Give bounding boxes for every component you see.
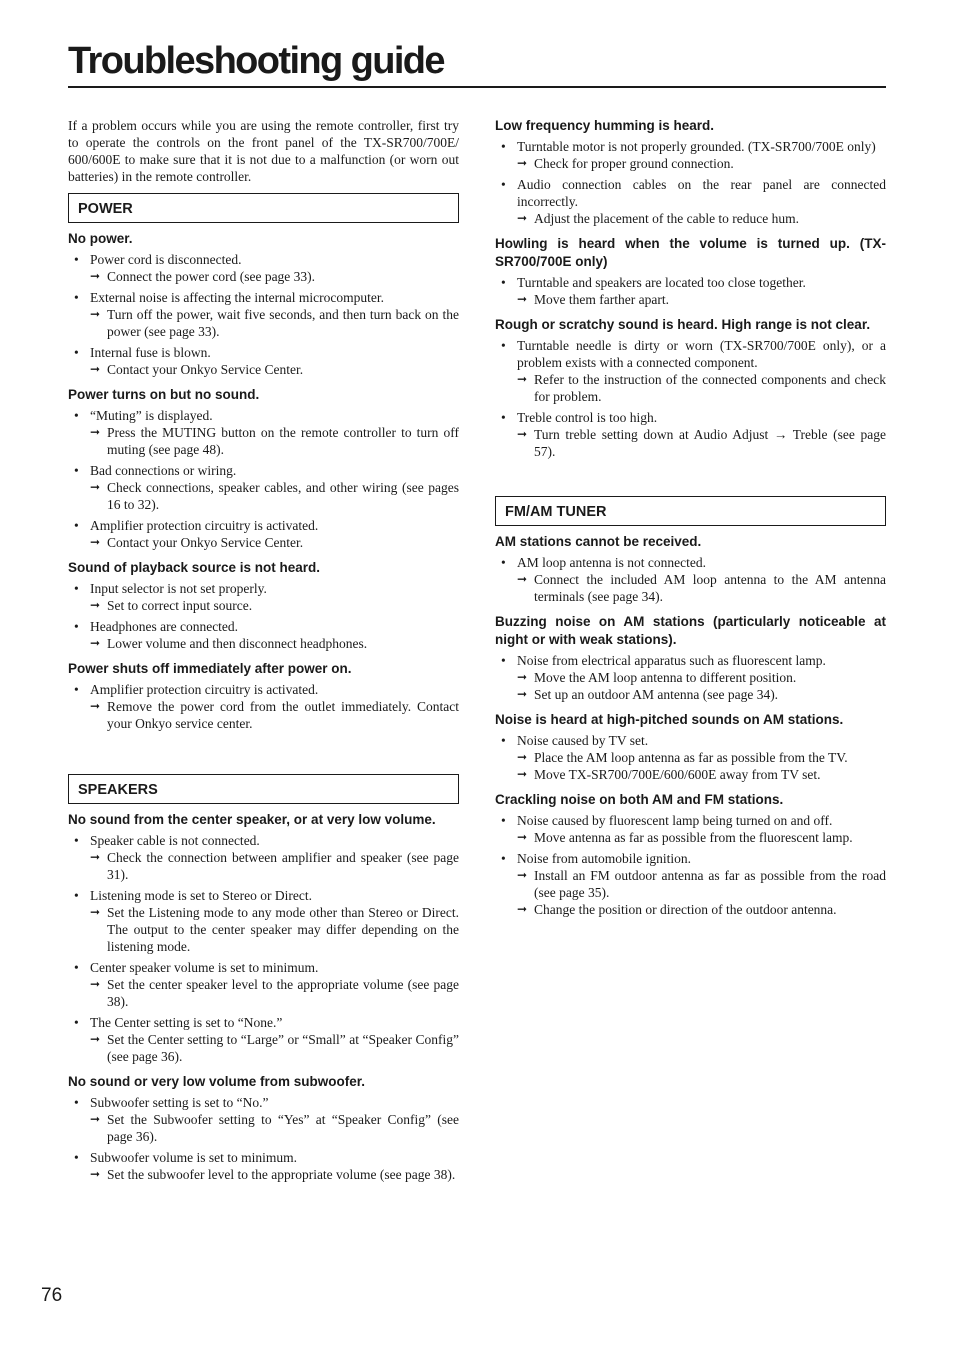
list-item [68, 517, 459, 551]
bullet-icon: • [501, 139, 506, 154]
remedy [90, 1111, 459, 1145]
list-item [68, 251, 459, 285]
remedy-text: Refer to the instruction of the connected components and check for problem. [534, 372, 886, 404]
bullet-icon: • [501, 177, 506, 192]
problem-title: Rough or scratchy sound is heard. High range is not clear. [495, 317, 871, 332]
section-speakers [68, 811, 459, 1183]
cause-list [495, 554, 886, 605]
remedy [517, 766, 886, 783]
remedy [517, 291, 886, 308]
list-item [495, 274, 886, 308]
cause-text: Speaker cable is not connected. [90, 833, 260, 848]
problem-title: Buzzing noise on AM stations (particularly noticeable at night or with weak stations). [495, 614, 886, 647]
arrow-right-icon: ➞ [90, 1167, 101, 1181]
remedy [90, 534, 459, 551]
remedy-text: Check for proper ground connection. [534, 156, 734, 171]
remedy [517, 426, 886, 460]
arrow-right-icon: ➞ [90, 977, 101, 991]
bullet-icon: • [74, 1150, 79, 1165]
list-item [68, 618, 459, 652]
bullet-icon: • [501, 733, 506, 748]
cause-list [495, 812, 886, 918]
problem-title: No sound from the center speaker, or at very low volume. [68, 812, 436, 827]
bullet-icon: • [74, 1095, 79, 1110]
remedy-text: Set up an outdoor AM antenna (see page 34). [534, 687, 779, 702]
remedy [90, 306, 459, 340]
arrow-right-icon: ➞ [517, 902, 528, 916]
bullet-icon: • [74, 619, 79, 634]
bullet-icon: • [501, 410, 506, 425]
arrow-right-icon: ➞ [90, 362, 101, 376]
section-heading-power: POWER [68, 193, 459, 223]
remedy-text: Check the connection between amplifier and speaker (see page 31). [107, 850, 459, 882]
page-title: Troubleshooting guide [68, 38, 886, 88]
arrow-right-icon: ➞ [517, 830, 528, 844]
bullet-icon: • [501, 338, 506, 353]
cause-list [68, 580, 459, 652]
arrow-right-icon: ➞ [517, 156, 528, 170]
remedy [517, 867, 886, 901]
remedy-text: Press the MUTING button on the remote controller to turn off muting (see page 48). [107, 425, 459, 457]
remedy-text: Move the AM loop antenna to different position. [534, 670, 797, 685]
problem-title: Low frequency humming is heard. [495, 118, 715, 133]
arrow-right-icon: ➞ [90, 480, 101, 494]
section-power [68, 230, 459, 732]
cause-text: The Center setting is set to “None.” [90, 1015, 283, 1030]
remedy [517, 371, 886, 405]
cause-text: Amplifier protection circuitry is activated. [90, 682, 319, 697]
problem-title: Noise is heard at high-pitched sounds on AM stations. [495, 712, 844, 727]
list-item [68, 887, 459, 955]
remedy [90, 1031, 459, 1065]
cause-list [495, 138, 886, 227]
right-column [495, 117, 886, 926]
remedy [517, 155, 886, 172]
list-item [495, 138, 886, 172]
remedy [90, 268, 459, 285]
page-number: 76 [41, 1285, 63, 1306]
cause-list [495, 732, 886, 783]
arrow-right-icon: ➞ [517, 670, 528, 684]
remedy [90, 424, 459, 458]
list-item [68, 1014, 459, 1065]
remedy [517, 901, 886, 918]
cause-text: Turntable motor is not properly grounded. (TX-SR700/700E only) [517, 139, 876, 154]
remedy [90, 479, 459, 513]
bullet-icon: • [74, 682, 79, 697]
cause-text: Noise from automobile ignition. [517, 851, 691, 866]
remedy-text: Set the Subwoofer setting to “Yes” at “Speaker Config” (see page 36). [107, 1112, 459, 1144]
cause-text: “Muting” is displayed. [90, 408, 213, 423]
cause-text: Noise from electrical apparatus such as fluorescent lamp. [517, 653, 826, 668]
remedy-text: Lower volume and then disconnect headphones. [107, 636, 368, 651]
remedy [517, 571, 886, 605]
bullet-icon: • [501, 813, 506, 828]
remedy-text: Connect the included AM loop antenna to the AM antenna terminals (see page 34). [534, 572, 886, 604]
left-column [68, 117, 459, 1191]
arrow-right-icon: ➞ [90, 699, 101, 713]
bullet-icon: • [74, 960, 79, 975]
problem-title: No power. [68, 231, 133, 246]
remedy [90, 635, 459, 652]
bullet-icon: • [501, 555, 506, 570]
remedy [90, 904, 459, 955]
cause-text: Input selector is not set properly. [90, 581, 267, 596]
arrow-right-icon: ➞ [90, 598, 101, 612]
bullet-icon: • [74, 1015, 79, 1030]
arrow-right-icon: ➞ [90, 636, 101, 650]
remedy-text: Set the subwoofer level to the appropriate volume (see page 38). [107, 1167, 456, 1182]
remedy-text: Turn treble setting down at Audio Adjust → Treble (see page 57). [534, 427, 886, 459]
cause-list [68, 251, 459, 378]
remedy-text: Move them farther apart. [534, 292, 669, 307]
cause-text: Subwoofer setting is set to “No.” [90, 1095, 269, 1110]
problem-title: Howling is heard when the volume is turned up. (TX-SR700/700E only) [495, 236, 886, 269]
cause-list [68, 407, 459, 551]
list-item [495, 850, 886, 918]
arrow-right-icon: ➞ [90, 535, 101, 549]
arrow-right-icon: ➞ [90, 850, 101, 864]
remedy [517, 749, 886, 766]
arrow-right-icon: ➞ [517, 292, 528, 306]
bullet-icon: • [74, 290, 79, 305]
cause-text: Power cord is disconnected. [90, 252, 242, 267]
list-item [68, 344, 459, 378]
arrow-right-icon: ➞ [517, 687, 528, 701]
list-item [495, 652, 886, 703]
remedy-text: Turn off the power, wait five seconds, and then turn back on the power (see page 33). [107, 307, 459, 339]
list-item [68, 462, 459, 513]
remedy [90, 698, 459, 732]
remedy-text: Adjust the placement of the cable to reduce hum. [534, 211, 800, 226]
remedy-text: Place the AM loop antenna as far as possible from the TV. [534, 750, 848, 765]
bullet-icon: • [74, 833, 79, 848]
arrow-right-icon: ➞ [90, 425, 101, 439]
cause-text: Noise caused by TV set. [517, 733, 649, 748]
list-item [495, 176, 886, 227]
cause-text: Amplifier protection circuitry is activated. [90, 518, 319, 533]
remedy [90, 849, 459, 883]
remedy-text: Check connections, speaker cables, and other wiring (see pages 16 to 32). [107, 480, 459, 512]
remedy [90, 1166, 459, 1183]
list-item [68, 407, 459, 458]
arrow-right-icon: ➞ [90, 1032, 101, 1046]
problem-title: Power shuts off immediately after power on. [68, 661, 352, 676]
arrow-right-icon: ➞ [90, 905, 101, 919]
problem-title: AM stations cannot be received. [495, 534, 702, 549]
remedy-text: Contact your Onkyo Service Center. [107, 362, 304, 377]
list-item [68, 959, 459, 1010]
bullet-icon: • [74, 518, 79, 533]
cause-text: Treble control is too high. [517, 410, 658, 425]
remedy-text: Move TX-SR700/700E/600/600E away from TV set. [534, 767, 821, 782]
problem-title: Crackling noise on both AM and FM stations. [495, 792, 784, 807]
remedy [517, 829, 886, 846]
bullet-icon: • [74, 581, 79, 596]
list-item [495, 337, 886, 405]
remedy [90, 361, 459, 378]
bullet-icon: • [501, 275, 506, 290]
remedy [90, 976, 459, 1010]
arrow-right-icon: ➞ [90, 269, 101, 283]
cause-list [68, 681, 459, 732]
arrow-right-icon: ➞ [517, 868, 528, 882]
cause-text: Listening mode is set to Stereo or Direct. [90, 888, 312, 903]
cause-list [495, 337, 886, 460]
remedy [517, 669, 886, 686]
remedy-text: Move antenna as far as possible from the fluorescent lamp. [534, 830, 853, 845]
list-item [68, 1149, 459, 1183]
list-item [495, 732, 886, 783]
problem-title: Power turns on but no sound. [68, 387, 260, 402]
remedy [517, 210, 886, 227]
remedy-text: Change the position or direction of the outdoor antenna. [534, 902, 837, 917]
section-tuner [495, 533, 886, 918]
bullet-icon: • [74, 463, 79, 478]
bullet-icon: • [501, 851, 506, 866]
section-heading-tuner: FM/AM TUNER [495, 496, 886, 526]
arrow-right-icon: ➞ [517, 211, 528, 225]
list-item [495, 554, 886, 605]
list-item [68, 832, 459, 883]
cause-text: Center speaker volume is set to minimum. [90, 960, 319, 975]
cause-text: Bad connections or wiring. [90, 463, 237, 478]
arrow-right-icon: ➞ [517, 767, 528, 781]
list-item [68, 1094, 459, 1145]
remedy-text: Set the Center setting to “Large” or “Small” at “Speaker Config” (see page 36). [107, 1032, 459, 1064]
remedy-text: Install an FM outdoor antenna as far as possible from the road (see page 35). [534, 868, 886, 900]
arrow-right-icon: ➞ [517, 572, 528, 586]
cause-text: Internal fuse is blown. [90, 345, 211, 360]
remedy-text: Remove the power cord from the outlet immediately. Contact your Onkyo service center. [107, 699, 459, 731]
list-item [495, 812, 886, 846]
cause-text: AM loop antenna is not connected. [517, 555, 706, 570]
arrow-right-icon: ➞ [517, 372, 528, 386]
list-item [495, 409, 886, 460]
problem-title: No sound or very low volume from subwoofer. [68, 1074, 366, 1089]
bullet-icon: • [74, 888, 79, 903]
bullet-icon: • [74, 252, 79, 267]
cause-text: Turntable and speakers are located too close together. [517, 275, 806, 290]
problem-title: Sound of playback source is not heard. [68, 560, 321, 575]
cause-list [495, 652, 886, 703]
cause-list [68, 1094, 459, 1183]
remedy-text: Connect the power cord (see page 33). [107, 269, 316, 284]
arrow-right-icon: ➞ [517, 750, 528, 764]
cause-text: Noise caused by fluorescent lamp being turned on and off. [517, 813, 833, 828]
cause-text: Subwoofer volume is set to minimum. [90, 1150, 297, 1165]
cause-text: External noise is affecting the internal microcomputer. [90, 290, 385, 305]
intro-paragraph: If a problem occurs while you are using the remote controller, first try to operate the controls on the front panel of the TX-SR700/700E/ 600/600E to make sure that it is not due to a malfunction (or worn out batteries) in the remote controller. [68, 118, 459, 184]
bullet-icon: • [74, 345, 79, 360]
remedy-text: Set the Listening mode to any mode other than Stereo or Direct. The output to the center speaker may differ depending on the listening mode. [107, 905, 459, 954]
cause-text: Headphones are connected. [90, 619, 239, 634]
cause-text: Audio connection cables on the rear panel are connected incorrectly. [517, 177, 886, 209]
remedy [90, 597, 459, 614]
remedy-text: Set the center speaker level to the appropriate volume (see page 38). [107, 977, 459, 1009]
section-hum-noise [495, 117, 886, 460]
remedy-text: Set to correct input source. [107, 598, 253, 613]
remedy-text: Contact your Onkyo Service Center. [107, 535, 304, 550]
arrow-right-icon: ➞ [90, 1112, 101, 1126]
bullet-icon: • [74, 408, 79, 423]
remedy [517, 686, 886, 703]
cause-text: Turntable needle is dirty or worn (TX-SR700/700E only), or a problem exists with a connected component. [517, 338, 886, 370]
list-item [68, 289, 459, 340]
bullet-icon: • [501, 653, 506, 668]
cause-list [495, 274, 886, 308]
arrow-right-icon: ➞ [90, 307, 101, 321]
arrow-right-icon: ➞ [517, 427, 528, 441]
cause-list [68, 832, 459, 1065]
section-heading-speakers: SPEAKERS [68, 774, 459, 804]
list-item [68, 681, 459, 732]
list-item [68, 580, 459, 614]
